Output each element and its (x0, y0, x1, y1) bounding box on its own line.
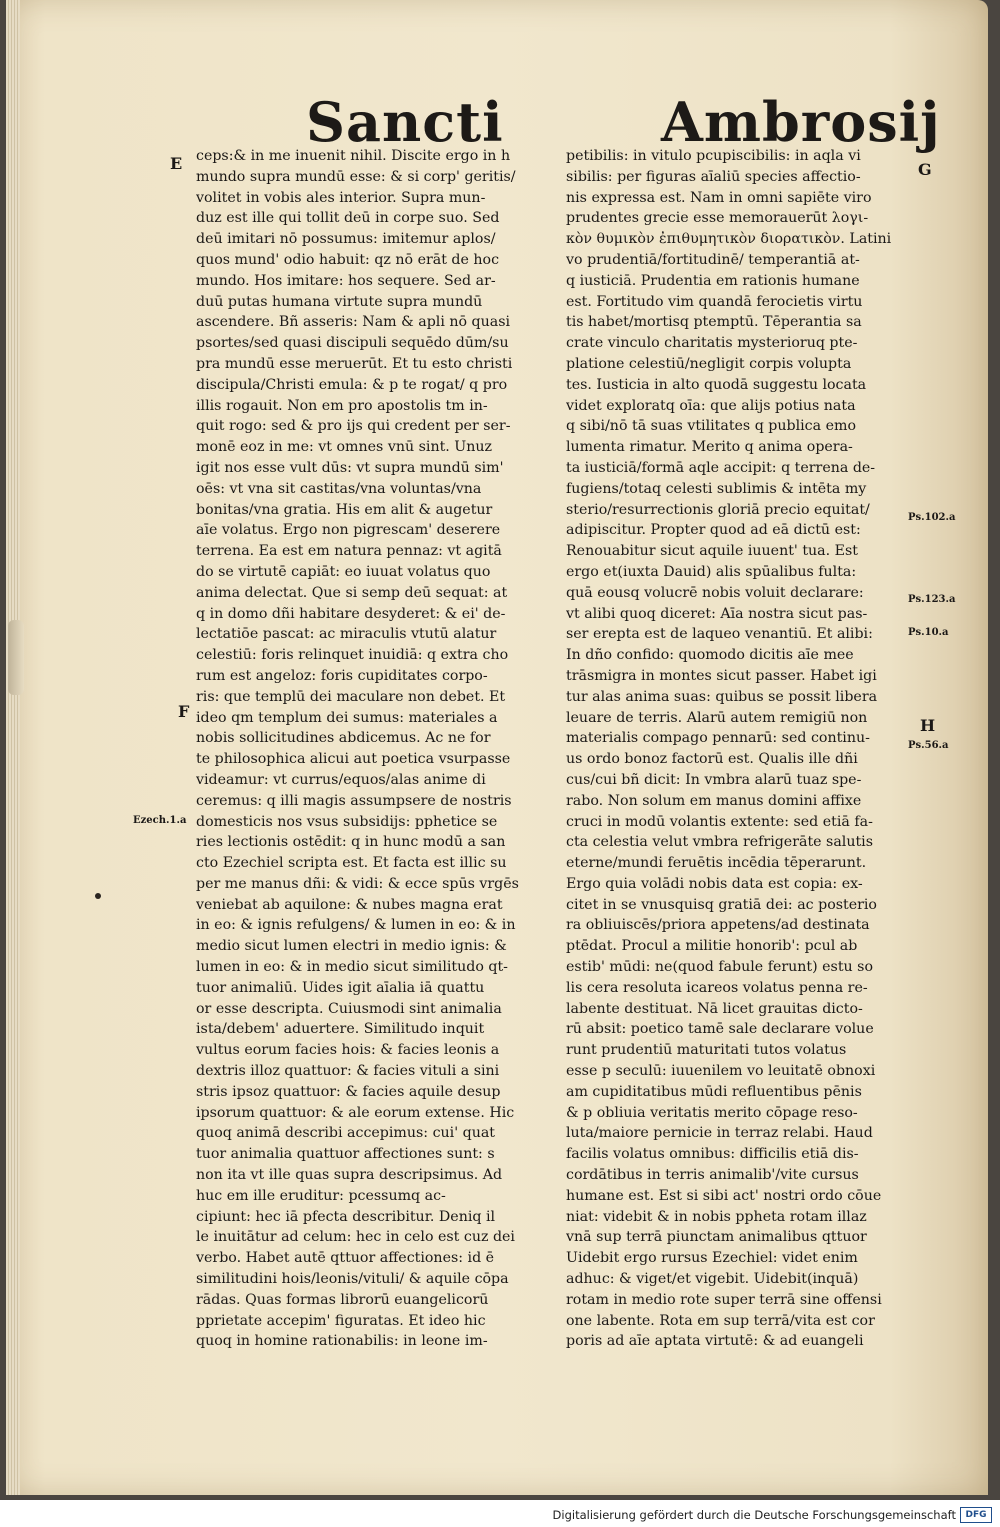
margin-letter-e: E (170, 154, 183, 173)
text-line: cipiunt: hec iā pfecta describitur. Deniq il (196, 1208, 496, 1225)
text-line: anima delectat. Que si semp deū sequat: at (196, 584, 508, 601)
footer-credit: Digitalisierung gefördert durch die Deutsche Forschungsgemeinschaft (552, 1508, 956, 1522)
text-line: quoq animā describi accepimus: cui' quat (196, 1125, 495, 1142)
text-line: humane est. Est si sibi act' nostri ordo cōue (566, 1187, 882, 1204)
text-line: rabo. Non solum em manus domini affixe (566, 792, 862, 809)
text-line: sterio/resurrectionis gloriā precio equitat/ (566, 501, 870, 518)
margin-dot-icon (95, 893, 101, 899)
text-line: κὸν θυμικὸν ἐπιθυμητικὸν διορατικὸν. Latini (566, 231, 892, 248)
text-line: poris ad aīe aptata virtutē: & ad euangeli (566, 1333, 864, 1350)
text-line: In dño confido: quomodo dicitis aīe mee (566, 647, 854, 664)
text-line: prudentes grecie esse memorauerūt λογι- (566, 210, 869, 227)
text-line: duz est ille qui tollit deū in corpe suo. Sed (196, 210, 500, 227)
text-line: citet in se vnusquisq gratiā dei: ac posterio (566, 896, 877, 913)
text-line: cordātibus in terris animalib'/vite cursus (566, 1167, 859, 1184)
text-line: discipula/Christi emula: & p te rogat/ q pro (196, 376, 508, 393)
dfg-logo-icon: DFG (960, 1507, 992, 1523)
margin-letter-f: F (178, 702, 190, 721)
text-line: ascendere. Bñ asseris: Nam & apli nō quasi (196, 314, 511, 331)
margin-letter-g: G (918, 160, 932, 179)
text-line: crate vinculo charitatis mysterioruq pte- (566, 335, 858, 352)
text-line: ser erepta est de laqueo venantiū. Et alibi: (566, 626, 873, 643)
text-line: cruci in modū volantis extente: sed etiā fa- (566, 813, 873, 830)
text-line: psortes/sed quasi discipuli sequēdo dūm/su (196, 335, 509, 352)
text-line: fugiens/totaq celesti sublimis & intēta my (566, 480, 867, 497)
text-line: duū putas humana virtute supra mundū (196, 293, 483, 310)
text-line: ceremus: q illi magis assumpsere de nostris (196, 792, 512, 809)
text-line: cto Ezechiel scripta est. Et facta est illic su (196, 855, 507, 872)
text-line: quoq in homine rationabilis: in leone im- (196, 1333, 488, 1350)
text-line: pprietate accepim' figuratas. Et ideo hic (196, 1312, 486, 1329)
text-line: runt prudentiū maturitati tutos volatus (566, 1042, 847, 1059)
text-line: petibilis: in vitulo pcupiscibilis: in aqla vi (566, 148, 861, 164)
page-edges (6, 0, 20, 1495)
text-line: adipiscitur. Propter quod ad eā dictū est: (566, 522, 861, 539)
text-line: quit rogo: sed & pro ijs qui credent per ser- (196, 418, 511, 435)
text-line: cus/cui bñ dicit: In vmbra alarū tuaz spe- (566, 771, 862, 788)
text-column-left (196, 146, 548, 1352)
text-line: trāsmigra in montes sicut passer. Habet igi (566, 667, 877, 684)
running-head-right: Ambrosij (661, 90, 941, 154)
text-line: leuare de terris. Alarū autem remigiū non (566, 709, 868, 726)
text-line: Ergo quia volādi nobis data est copia: ex- (566, 875, 863, 892)
text-line: vnā sup terrā piunctam animalibus qttuor (566, 1229, 867, 1246)
text-line: lumenta rimatur. Merito q anima opera- (566, 439, 853, 456)
text-line: volitet in vobis ales interior. Supra mun- (196, 189, 486, 206)
text-line: ceps:& in me inuenit nihil. Discite ergo in h (196, 148, 511, 164)
text-line: tuor animalia quattuor affectiones sunt: s (196, 1146, 495, 1163)
text-line: videt exploratq oīa: que alijs potius nata (566, 397, 856, 414)
text-line: tis habet/mortisq ptemptū. Tēperantia sa (566, 314, 862, 331)
text-line: lis cera resoluta icareos volatus penna re- (566, 979, 868, 996)
text-line: illis rogauit. Non em pro apostolis tm in- (196, 397, 488, 414)
text-line: non ita vt ille quas supra descripsimus. Ad (196, 1167, 503, 1184)
text-line: eterne/mundi feruētis incēdia tēperarunt. (566, 855, 867, 872)
text-line: tuor animaliū. Uides igit aīalia iā quattu (196, 979, 485, 996)
text-line: labente destituat. Nā licet grauitas dicto- (566, 1000, 863, 1017)
text-line: bonitas/vna gratia. His em alit & augetur (196, 501, 493, 518)
text-line: am cupiditatibus mūdi refluentibus pēnis (566, 1083, 862, 1100)
text-line: in eo: & ignis refulgens/ & lumen in eo: & in (196, 917, 516, 934)
text-line: per me manus dñi: & vidi: & ecce spūs vrgēs (196, 875, 519, 892)
text-line: oēs: vt vna sit castitas/vna voluntas/vna (196, 480, 482, 497)
text-line: stris ipsoz quattuor: & facies aquile desup (196, 1083, 501, 1100)
margin-letter-h: H (920, 716, 936, 735)
text-line: vultus eorum facies hois: & facies leonis a (196, 1042, 500, 1059)
text-column-right (566, 146, 908, 1352)
text-line: platione celestiū/negligit corpis volupta (566, 355, 852, 372)
text-line: tes. Iusticia in alto quodā suggestu locata (566, 376, 867, 393)
text-line: dextris illoz quattuor: & facies vituli a sini (196, 1063, 500, 1080)
text-line: ries lectionis ostēdit: q in hunc modū a san (196, 834, 506, 851)
text-line: nobis sollicitudines abdicemus. Ac ne for (196, 730, 491, 747)
text-line: facilis volatus omnibus: difficilis etiā dis- (566, 1146, 859, 1163)
text-line: niat: videbit & in nobis ppheta rotam illaz (566, 1208, 867, 1225)
book-page (6, 0, 988, 1495)
text-line: & p obliuia veritatis merito cōpage reso- (566, 1104, 858, 1121)
text-line: luta/maiore pernicie in terraz relabi. Haud (566, 1125, 873, 1142)
text-line: vt alibi quoq diceret: Aīa nostra sicut pas- (566, 605, 868, 622)
text-line: quā eousq volucrē nobis voluit declarare: (566, 584, 864, 601)
text-line: ipsorum quattuor: & ale eorum extense. Hic (196, 1104, 515, 1121)
text-line: Uidebit ergo rursus Ezechiel: videt enim (566, 1250, 858, 1267)
text-line: ta iusticiā/formā aqle accipit: q terrena de- (566, 459, 876, 476)
text-line: mundo supra mundū esse: & si corp' geritis/ (196, 168, 516, 185)
margin-note-ps56: Ps.56.a (908, 740, 949, 751)
text-line: q sibi/nō tā suas vtilitates q publica emo (566, 418, 856, 435)
text-line: ista/debem' aduertere. Similitudo inquit (196, 1021, 485, 1038)
text-line: ptēdat. Procul a militie honorib': pcul ab (566, 938, 858, 955)
footer-bar (0, 1500, 1000, 1527)
margin-note-ps102: Ps.102.a (908, 512, 956, 523)
text-line: q in domo dñi habitare desyderet: & ei' de- (196, 605, 506, 622)
text-line: domesticis nos vsus subsidijs: pphetice se (196, 813, 498, 830)
text-line: q iusticiā. Prudentia em rationis humane (566, 272, 860, 289)
text-line: esse p seculū: iuuenilem vo leuitatē obnoxi (566, 1063, 876, 1080)
text-line: verbo. Habet autē qttuor affectiones: id ē (196, 1250, 495, 1267)
binding-mark (8, 620, 24, 695)
text-line: rū absit: poetico tamē sale declarare volue (566, 1021, 874, 1038)
text-line: celestiū: foris relinquet inuidiā: q extra cho (196, 647, 509, 664)
text-line: us ordo bonoz factorū est. Qualis ille dñi (566, 751, 858, 768)
text-line: materialis compago pennarū: sed continu- (566, 730, 870, 747)
text-line: cta celestia velut vmbra refrigerāte salutis (566, 834, 873, 851)
text-line: aīe volatus. Ergo non pigrescam' deserere (196, 522, 501, 539)
text-line: monē eoz in me: vt omnes vnū sint. Unuz (196, 439, 493, 456)
margin-note-ps123: Ps.123.a (908, 594, 956, 605)
text-line: rum est angeloz: foris cupiditates corpo- (196, 667, 488, 684)
text-line: vo prudentiā/fortitudinē/ temperantiā at- (566, 251, 860, 268)
text-line: huc em ille eruditur: pcessumq ac- (196, 1187, 446, 1204)
text-line: est. Fortitudo vim quandā ferocietis virtu (566, 293, 863, 310)
text-line: videamur: vt currus/equos/alas anime di (196, 771, 486, 788)
text-line: ra obliuiscēs/priora appetens/ad destinata (566, 917, 870, 934)
text-line: medio sicut lumen electri in medio ignis: & (196, 938, 507, 955)
text-line: ris: que templū dei maculare non debet. Et (196, 688, 506, 705)
text-line: estib' mūdi: ne(quod fabule ferunt) estu so (566, 959, 873, 976)
text-line: lumen in eo: & in medio sicut similitudo qt- (196, 959, 508, 976)
text-line: one labente. Rota em sup terrā/vita est cor (566, 1312, 875, 1329)
text-line: adhuc: & viget/et vigebit. Uidebit(inquā) (566, 1271, 859, 1288)
text-line: rotam in medio rote super terrā sine offensi (566, 1291, 882, 1308)
text-line: deū imitari nō possumus: imitemur aplos/ (196, 231, 496, 248)
text-line: pra mundū esse meruerūt. Et tu esto christi (196, 355, 513, 372)
text-line: ergo et(iuxta Dauid) alis spūalibus fulta: (566, 563, 857, 580)
text-line: mundo. Hos imitare: hos sequere. Sed ar- (196, 272, 496, 289)
margin-note-ps10: Ps.10.a (908, 627, 949, 638)
text-line: or esse descripta. Cuiusmodi sint animalia (196, 1000, 502, 1017)
text-line: Renouabitur sicut aquile iuuent' tua. Est (566, 543, 858, 560)
text-line: veniebat ab aquilone: & nubes magna erat (196, 896, 503, 913)
text-line: sibilis: per figuras aīaliū species affectio- (566, 168, 861, 185)
running-head-left: Sancti (306, 90, 504, 154)
text-line: do se virtutē capiāt: eo iuuat volatus quo (196, 563, 491, 580)
text-line: quos mund' odio habuit: qz nō erāt de hoc (196, 251, 500, 268)
text-line: nis expressa est. Nam in omni sapiēte viro (566, 189, 872, 206)
text-line: igit nos esse vult dūs: vt supra mundū sim' (196, 459, 504, 476)
text-line: tur alas anima suas: quibus se possit libera (566, 688, 878, 705)
margin-note-ezech: Ezech.1.a (133, 815, 187, 826)
text-line: lectatiōe pascat: ac miraculis vtutū alatur (196, 626, 497, 643)
text-line: te philosophica alicui aut poetica vsurpasse (196, 751, 511, 768)
text-line: rādas. Quas formas librorū euangelicorū (196, 1291, 489, 1308)
text-line: terrena. Ea est em natura pennaz: vt agitā (196, 543, 502, 560)
text-line: le inuitātur ad celum: hec in celo est cuz dei (196, 1229, 515, 1246)
text-line: ideo qm templum dei sumus: materiales a (196, 709, 498, 726)
text-line: similitudini hois/leonis/vituli/ & aquile cōpa (196, 1271, 509, 1288)
